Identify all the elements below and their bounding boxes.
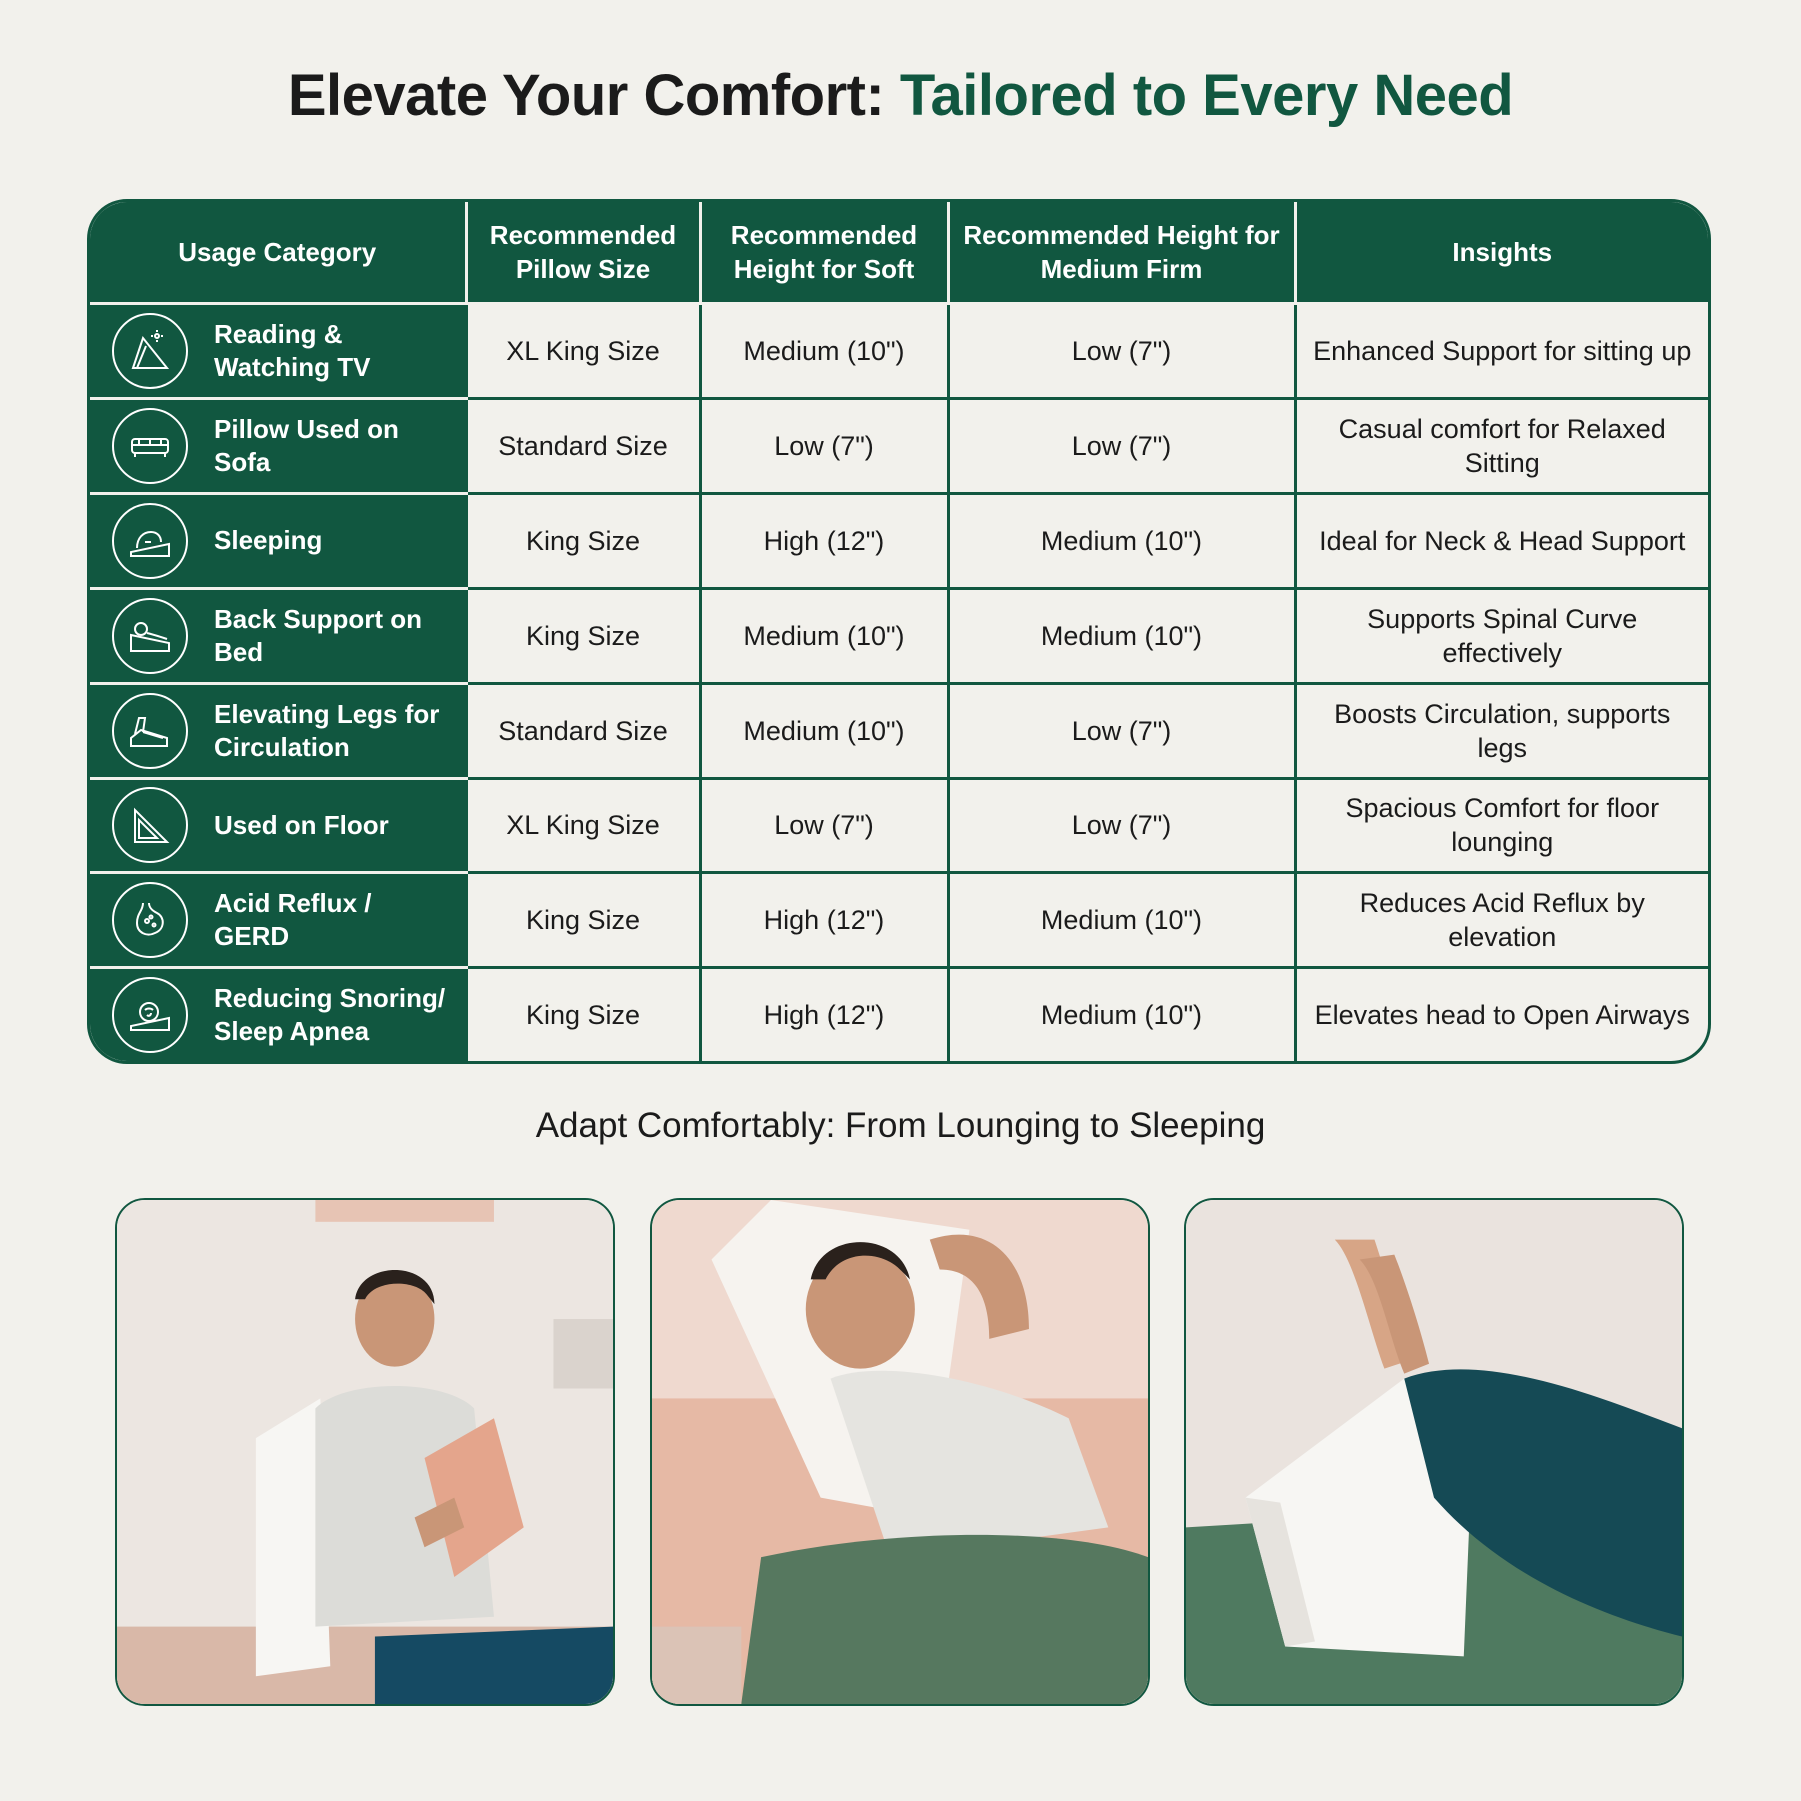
category-label: Acid Reflux / GERD [214,888,372,952]
height-medium-firm-cell: Low (7") [948,304,1295,399]
height-medium-firm-cell: Low (7") [948,683,1295,778]
page-title [0,62,1801,129]
category-cell [90,873,466,968]
category-cell [90,398,466,493]
pillow-size-cell: King Size [466,493,700,588]
pillow-size-cell: King Size [466,968,700,1061]
category-label: Sleeping [214,525,323,556]
table-row [90,304,1708,399]
height-soft-cell: High (12") [700,873,948,968]
table-header-row [90,202,1708,304]
table-row [90,398,1708,493]
header-insights: Insights [1295,202,1708,304]
insight-cell: Ideal for Neck & Head Support [1295,493,1708,588]
header-height-soft: Recommended Height for Soft [700,202,948,304]
height-soft-cell: Medium (10") [700,588,948,683]
section-subtitle: Adapt Comfortably: From Lounging to Sleeping [535,1106,1266,1145]
pillow-size-cell: King Size [466,873,700,968]
table-row [90,873,1708,968]
sofa-icon [112,408,188,484]
height-soft-cell: High (12") [700,493,948,588]
pillow-size-cell: XL King Size [466,778,700,873]
back-support-icon [112,598,188,674]
header-height-medium-firm: Recommended Height for Medium Firm [948,202,1295,304]
pillow-size-cell: Standard Size [466,398,700,493]
insight-cell: Elevates head to Open Airways [1314,1000,1690,1031]
height-soft-cell: Medium (10") [700,683,948,778]
comparison-table [87,199,1711,1064]
table-row [90,493,1708,588]
pillow-size-cell: King Size [466,588,700,683]
category-label: Pillow Used on Sofa [214,413,399,477]
header-usage-category: Usage Category [90,202,466,304]
category-label: Used on Floor [214,809,389,840]
floor-wedge-icon [112,787,188,863]
height-medium-firm-cell: Medium (10") [948,588,1295,683]
category-cell [90,588,466,683]
category-cell [90,968,466,1061]
table-row [90,778,1708,873]
category-cell [90,778,466,873]
man-reclining-photo [650,1198,1150,1706]
height-soft-cell: Medium (10") [700,304,948,399]
table-row [90,968,1708,1061]
sleeping-head-icon [112,503,188,579]
height-medium-firm-cell: Low (7") [948,778,1295,873]
height-soft-cell: Low (7") [700,778,948,873]
snoring-head-icon [112,977,188,1053]
insight-cell: Reduces Acid Reflux by elevation [1295,873,1708,968]
pillow-size-cell: XL King Size [466,304,700,399]
category-cell [90,493,466,588]
insight-cell: Boosts Circulation, supports legs [1295,683,1708,778]
category-cell [90,304,466,399]
category-label: Reducing Snoring/ Sleep Apnea [214,983,446,1047]
insight-cell: Spacious Comfort for floor lounging [1295,778,1708,873]
height-medium-firm-cell: Medium (10") [948,873,1295,968]
height-medium-firm-cell: Medium (10") [948,968,1295,1061]
insight-cell: Supports Spinal Curve effectively [1295,588,1708,683]
category-label: Back Support on Bed [214,603,423,667]
title-main: Elevate Your Comfort: [287,63,900,128]
header-pillow-size: Recommended Pillow Size [466,202,700,304]
category-cell [90,683,466,778]
stomach-icon [112,882,188,958]
pillow-size-cell: Standard Size [466,683,700,778]
height-soft-cell: Low (7") [700,398,948,493]
insight-cell: Casual comfort for Relaxed Sitting [1295,398,1708,493]
title-accent: Tailored to Every Need [899,63,1514,128]
height-medium-firm-cell: Medium (10") [948,493,1295,588]
legs-elevated-photo [1184,1198,1684,1706]
reading-wedge-icon [112,313,188,389]
man-reading-photo [115,1198,615,1706]
category-label: Reading & Watching TV [214,318,371,382]
leg-elevation-icon [112,693,188,769]
height-medium-firm-cell: Low (7") [948,398,1295,493]
height-soft-cell: High (12") [700,968,948,1061]
insight-cell: Enhanced Support for sitting up [1295,304,1708,399]
category-label: Elevating Legs for Circulation [214,698,440,762]
table-row [90,683,1708,778]
table-row [90,588,1708,683]
